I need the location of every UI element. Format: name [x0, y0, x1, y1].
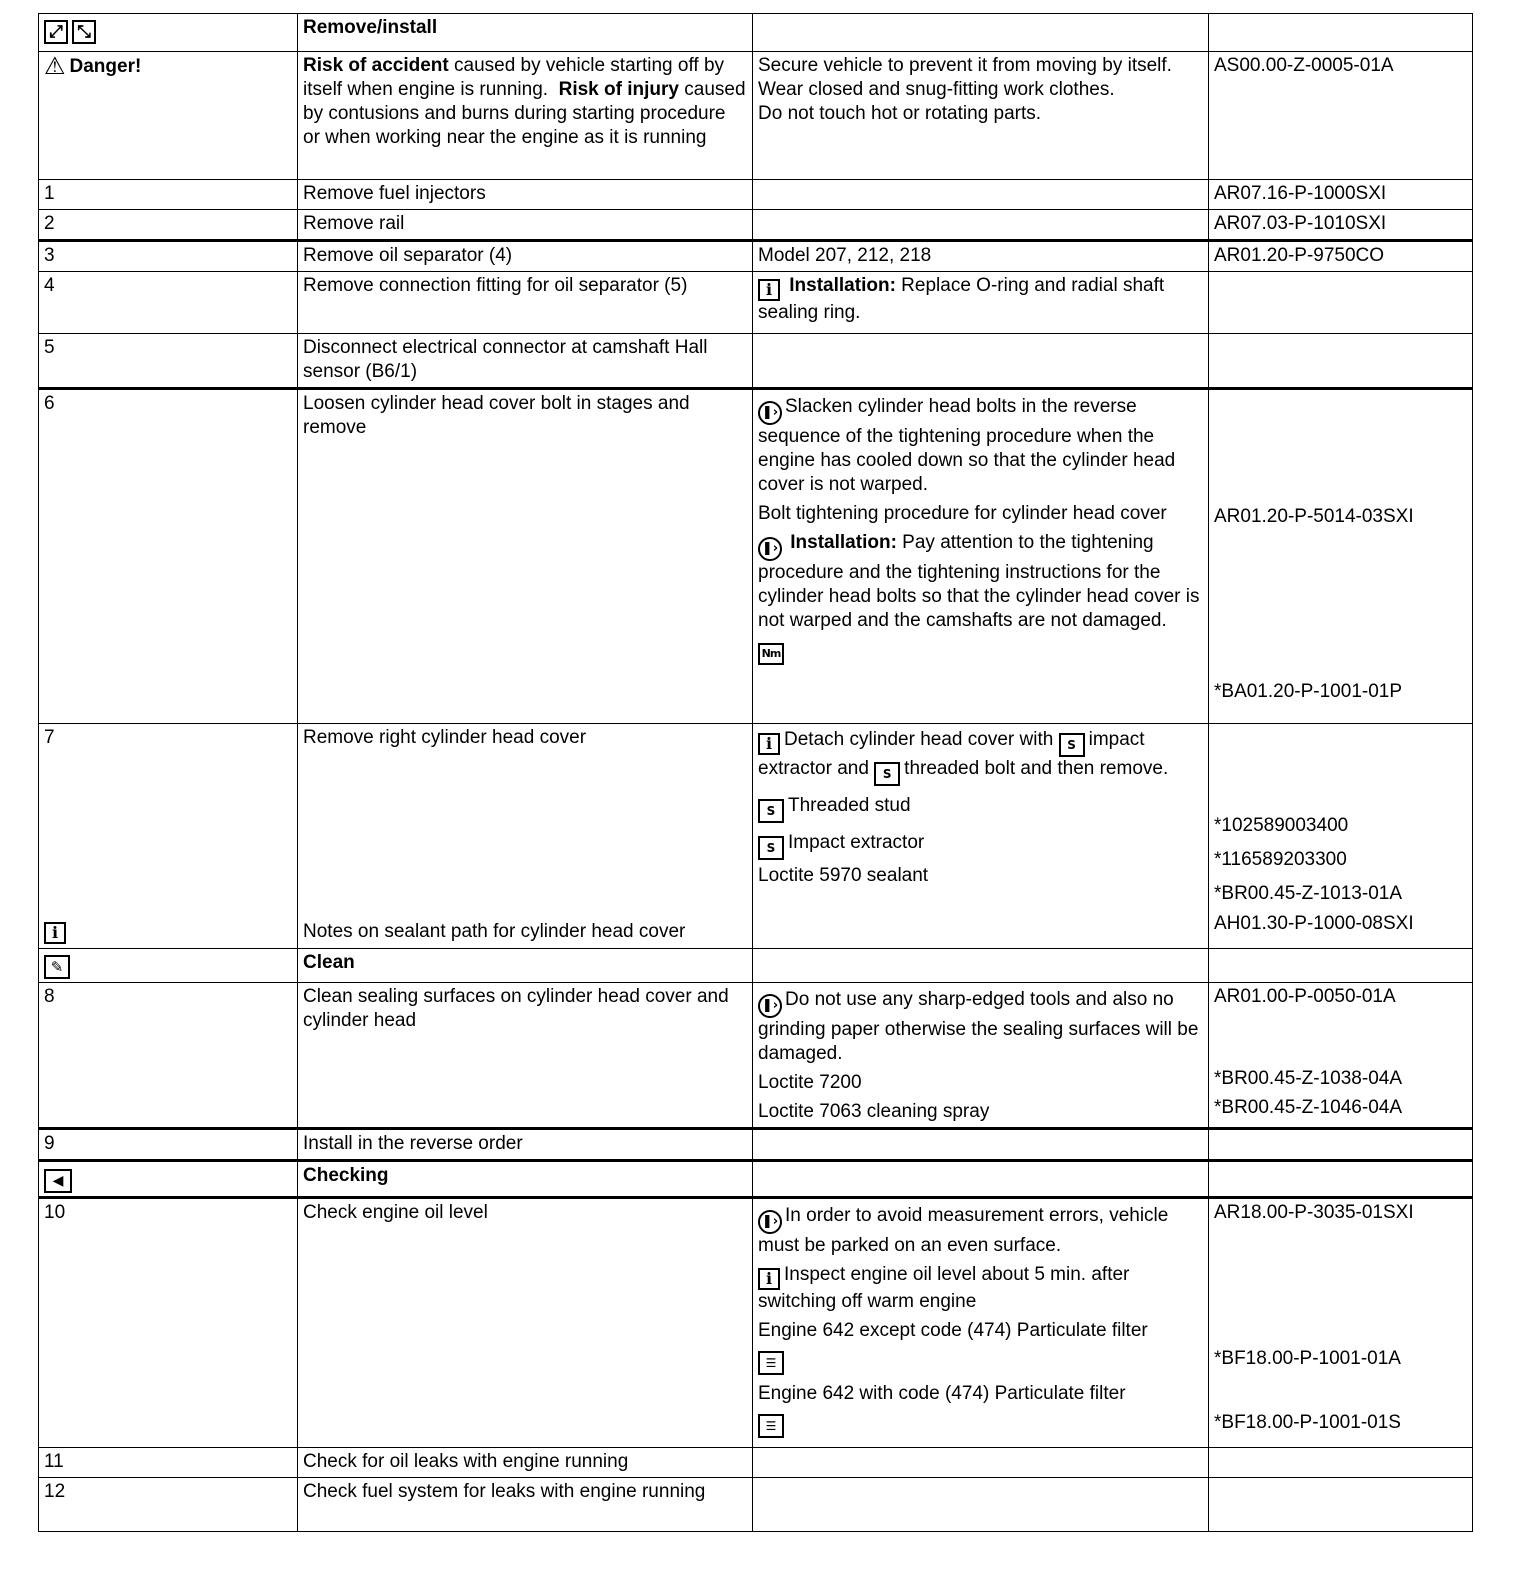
step-note [753, 210, 1209, 241]
step-row [39, 334, 1473, 389]
risk-title: Risk of accident [303, 55, 449, 76]
risk-text: caused by contusions and burns during starting procedure or when working near the engine as it is running [303, 79, 746, 148]
step-text: Loosen cylinder head cover bolt in stages and remove [298, 389, 753, 724]
clean-icon-cell [39, 949, 298, 983]
step-text: Remove fuel injectors [298, 180, 753, 210]
note-text: Bolt tightening procedure for cylinder head cover [758, 503, 1167, 524]
danger-label-cell [39, 52, 298, 180]
step-number: 6 [39, 389, 298, 724]
step-text: Check fuel system for leaks with engine running [298, 1478, 753, 1532]
step-ref[interactable]: AR07.16-P-1000SXI [1209, 180, 1473, 210]
measure-text: Do not touch hot or rotating parts. [758, 103, 1042, 124]
step-row [39, 389, 1473, 724]
step-ref [1209, 389, 1473, 724]
danger-row [39, 52, 1473, 180]
warning-icon: ⚠ [44, 52, 66, 80]
step-row [39, 1448, 1473, 1478]
measure-text: Secure vehicle to prevent it from moving by itself. [758, 55, 1172, 76]
special-tool-icon: S [874, 762, 900, 786]
step-text: Remove connection fitting for oil separator (5) [298, 272, 753, 334]
step-note [753, 1448, 1209, 1478]
step-ref [1209, 334, 1473, 389]
step-number: 3 [39, 241, 298, 272]
step-row [39, 272, 1473, 334]
special-tool-icon: S [758, 836, 784, 860]
step-note [753, 1478, 1209, 1532]
header-empty [1209, 14, 1473, 52]
danger-measures [753, 52, 1209, 180]
section-title: Checking [298, 1161, 753, 1198]
check-icon-cell [39, 1161, 298, 1198]
step-text: Check engine oil level [298, 1198, 753, 1448]
step-number: 4 [39, 272, 298, 334]
step-text: Clean sealing surfaces on cylinder head cover and cylinder head [298, 983, 753, 1129]
risk-text: caused by vehicle starting off by itself when engine is running. [303, 55, 725, 100]
material-name: Loctite 7200 [758, 1072, 862, 1093]
step-text-cell [298, 724, 753, 949]
caution-icon: ❚› [758, 401, 782, 425]
section-title: Clean [298, 949, 753, 983]
procedure-table [38, 13, 1473, 1532]
step-note [753, 983, 1209, 1129]
step-number: 10 [39, 1198, 298, 1448]
specification-icon: ☰ [758, 1414, 784, 1438]
step-ref[interactable]: *BR00.45-Z-1013-01A [1214, 883, 1402, 904]
step-text: Remove oil separator (4) [298, 241, 753, 272]
section-row [39, 1161, 1473, 1198]
engine-variant: Engine 642 except code (474) Particulate filter [758, 1320, 1148, 1341]
step-ref[interactable]: AR01.20-P-5014-03SXI [1214, 506, 1414, 527]
step-note [753, 334, 1209, 389]
tool-name: Threaded stud [788, 795, 911, 816]
step-number: 8 [39, 983, 298, 1129]
note-text: Replace O-ring and radial shaft sealing ring. [758, 275, 1165, 323]
step-ref [1209, 724, 1473, 949]
remove-icon: ⤢ [44, 20, 68, 44]
note-text: Pay attention to the tightening procedure and the tightening instructions for the cylinder head bolts so that the cylinder head cover is not warped and the camshafts are not damaged. [758, 532, 1200, 631]
step-ref[interactable]: *BF18.00-P-1001-01S [1214, 1412, 1401, 1433]
step-ref[interactable]: AR18.00-P-3035-01SXI [1214, 1202, 1414, 1223]
section-title: Remove/install [298, 14, 753, 52]
note-text: threaded bolt and then remove. [904, 758, 1169, 779]
info-icon: i [44, 922, 66, 944]
step-number: 9 [39, 1129, 298, 1161]
step-note [753, 272, 1209, 334]
step-ref[interactable]: *BA01.20-P-1001-01P [1214, 681, 1403, 702]
info-icon: i [758, 733, 780, 755]
step-ref[interactable]: *BR00.45-Z-1038-04A [1214, 1068, 1402, 1089]
step-row [39, 1478, 1473, 1532]
step-ref [1209, 1448, 1473, 1478]
step-row [39, 180, 1473, 210]
danger-label: Danger! [69, 56, 142, 77]
check-icon: ◀ [44, 1169, 72, 1193]
info-icon: i [758, 279, 780, 301]
special-tool-icon: S [1059, 733, 1085, 757]
step-text: Remove rail [298, 210, 753, 241]
step-number: 1 [39, 180, 298, 210]
step-ref[interactable]: AR07.03-P-1010SXI [1209, 210, 1473, 241]
note-text: Do not use any sharp-edged tools and also no grinding paper otherwise the sealing surfaces will be damaged. [758, 989, 1199, 1064]
step-row [39, 724, 1473, 949]
header-row [39, 14, 1473, 52]
step-note: Model 207, 212, 218 [753, 241, 1209, 272]
step-text: Disconnect electrical connector at camshaft Hall sensor (B6/1) [298, 334, 753, 389]
note-bold: Installation: [789, 275, 896, 296]
material-name: Loctite 7063 cleaning spray [758, 1101, 990, 1122]
step-note [753, 1129, 1209, 1161]
step-text: Check for oil leaks with engine running [298, 1448, 753, 1478]
step-note [753, 180, 1209, 210]
step-number: 2 [39, 210, 298, 241]
header-icons [39, 14, 298, 52]
step-ref [1209, 272, 1473, 334]
caution-icon: ❚› [758, 1210, 782, 1234]
section-row [39, 949, 1473, 983]
step-ref[interactable]: *BF18.00-P-1001-01A [1214, 1348, 1401, 1369]
step-row [39, 1198, 1473, 1448]
step-number: 5 [39, 334, 298, 389]
step-text: Remove right cylinder head cover [303, 727, 587, 748]
step-row [39, 983, 1473, 1129]
step-note [753, 1198, 1209, 1448]
step-row [39, 210, 1473, 241]
step-ref [1209, 983, 1473, 1129]
note-text: Detach cylinder head cover with [784, 729, 1059, 750]
risk-title: Risk of injury [558, 79, 679, 100]
step-number-cell [39, 724, 298, 949]
note-text: impact extractor and [758, 729, 1145, 779]
tool-name: Impact extractor [788, 832, 925, 853]
step-number: 11 [39, 1448, 298, 1478]
step-ref[interactable]: AH01.30-P-1000-08SXI [1214, 913, 1414, 934]
section-empty [1209, 1161, 1473, 1198]
step-note [753, 389, 1209, 724]
step-note [753, 724, 1209, 949]
danger-ref[interactable]: AS00.00-Z-0005-01A [1209, 52, 1473, 180]
section-empty [753, 949, 1209, 983]
caution-icon: ❚› [758, 537, 782, 561]
step-number: 7 [44, 727, 55, 748]
step-row [39, 1129, 1473, 1161]
step-ref [1209, 1198, 1473, 1448]
step-number: 12 [39, 1478, 298, 1532]
special-tool-icon: S [758, 799, 784, 823]
step-row [39, 241, 1473, 272]
step-ref[interactable]: *116589203300 [1214, 849, 1347, 870]
engine-variant: Engine 642 with code (474) Particulate filter [758, 1383, 1126, 1404]
notes-text: Notes on sealant path for cylinder head cover [303, 921, 686, 942]
note-text: In order to avoid measurement errors, vehicle must be parked on an even surface. [758, 1205, 1169, 1256]
step-ref [1209, 1478, 1473, 1532]
step-text: Install in the reverse order [298, 1129, 753, 1161]
step-ref[interactable]: AR01.00-P-0050-01A [1214, 986, 1396, 1007]
note-text: Slacken cylinder head bolts in the reverse sequence of the tightening procedure when the engine has cooled down so that the cylinder head cover is not warped. [758, 396, 1176, 495]
caution-icon: ❚› [758, 994, 782, 1018]
note-bold: Installation: [790, 532, 897, 553]
install-icon: ⤡ [72, 20, 96, 44]
material-name: Loctite 5970 sealant [758, 865, 929, 886]
info-icon: i [758, 1268, 780, 1290]
step-ref [1209, 1129, 1473, 1161]
step-ref[interactable]: *102589003400 [1214, 815, 1349, 836]
specification-icon: ☰ [758, 1351, 784, 1375]
clean-icon: ✎ [44, 955, 70, 979]
section-empty [1209, 949, 1473, 983]
step-ref[interactable]: AR01.20-P-9750CO [1209, 241, 1473, 272]
section-empty [753, 1161, 1209, 1198]
header-empty [753, 14, 1209, 52]
torque-icon: Nm [758, 643, 784, 665]
danger-text [298, 52, 753, 180]
measure-text: Wear closed and snug-fitting work clothes. [758, 79, 1115, 100]
step-ref[interactable]: *BR00.45-Z-1046-04A [1214, 1097, 1402, 1118]
note-text: Inspect engine oil level about 5 min. after switching off warm engine [758, 1264, 1130, 1312]
